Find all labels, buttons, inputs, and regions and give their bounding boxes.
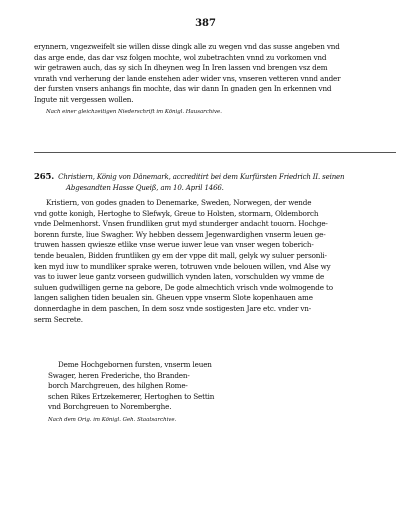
page-number: 387 bbox=[195, 18, 216, 29]
body-line: truwen hassen qwiesze etlike vnse werue iuwer leue van vnser wegen toberich- bbox=[34, 240, 314, 250]
body-line: serm Secrete. bbox=[34, 314, 83, 324]
body-line: vnde Delmenhorst. Vnsen frundliken grut myd stunderger andacht touorn. Hochge- bbox=[34, 219, 328, 229]
address-line: Swager, heren Frederiche, tho Branden- bbox=[48, 370, 190, 380]
source-note: Nach dem Orig. im Königl. Geh. Staatsarchive. bbox=[48, 417, 177, 423]
document-heading bbox=[34, 172, 396, 194]
heading-line: Christiern, König von Dänemark, accreditirt bei dem Kurfürsten Friedrich II. seinen bbox=[58, 173, 345, 181]
body-line: donnerdaghe in dem paschen, In dem sosz vnde sostigesten Jare etc. vnder vn- bbox=[34, 303, 312, 313]
body-line: vas to iuwer leue gantz vorseen gudwillich vynden laten, vorschulden wy vmme de bbox=[34, 272, 325, 282]
address-line: vnd Borchgreuen to Noremberghe. bbox=[48, 402, 172, 412]
previous-document-text bbox=[34, 42, 396, 116]
text-line: erynnern, vngezweifelt sie willen disse dingk alle zu wegen vnd das susse angeben vnd bbox=[34, 42, 340, 51]
source-note: Nach einer gleichzeitigen Niederschrift im Königl. Hausarchive. bbox=[46, 108, 222, 115]
section-divider bbox=[34, 152, 396, 153]
document-body bbox=[34, 198, 396, 325]
heading-line: Abgesandten Hasse Queiß, am 10. April 1466. bbox=[66, 184, 224, 192]
body-line: vnd gotte konigh, Hertoghe to Slefwyk, Greue to Holsten, stormarn, Oldemborch bbox=[34, 208, 319, 218]
text-line: vnrath vnd verherung der lande enstehen ader wider vns, vnseren vetteren vnnd ander bbox=[34, 73, 341, 83]
text-line: das arge ende, das dar vsz folgen mochte, wol zubetrachten vnnd zu vorkomen vnd bbox=[34, 52, 327, 62]
address-block bbox=[48, 360, 308, 413]
text-line: der fursten vnsers anhangs fin mochte, das wir dann In gnaden gen In erkennen vnd bbox=[34, 84, 332, 94]
address-line: schen Rikes Ertzekemerer, Hertoghen to Settin bbox=[48, 391, 215, 401]
address-line: borch Marchgreuen, des hilghen Rome- bbox=[48, 381, 188, 391]
body-line: Kristiern, von godes gnaden to Denemarke, Sweden, Norwegen, der wende bbox=[46, 198, 312, 207]
body-line: langen salighen tiden beualen sin. Gheuen vppe vnserm Slote kopenhauen ame bbox=[34, 293, 313, 303]
document-number: 265. bbox=[34, 172, 55, 182]
text-line: wir getrawen auch, das sy sich In dheynen weg In Iren lassen vnd brengen vsz dem bbox=[34, 63, 328, 73]
address-line: Deme Hochgebornen fursten, vnserm leuen bbox=[58, 360, 212, 369]
body-line: ken myd iuw to mundliker sprake weren, totruwen vnde belouen willen, vnd Alse wy bbox=[34, 261, 331, 271]
body-line: tende beualen, Bidden fruntliken gy em der vppe dit mall, gelyk wy suluer personli- bbox=[34, 250, 327, 260]
source-note-block bbox=[48, 416, 410, 424]
body-line: suluen gudwilligen gerne na gebore, De gode almechtich vrisch vnde wolmogende to bbox=[34, 282, 333, 292]
body-line: borenn furste, liue Swagher. Wy hebben dessem Jegenwardighen vnserm leuen ge- bbox=[34, 229, 326, 239]
text-line: Ingute nit vergessen wollen. bbox=[34, 94, 134, 104]
